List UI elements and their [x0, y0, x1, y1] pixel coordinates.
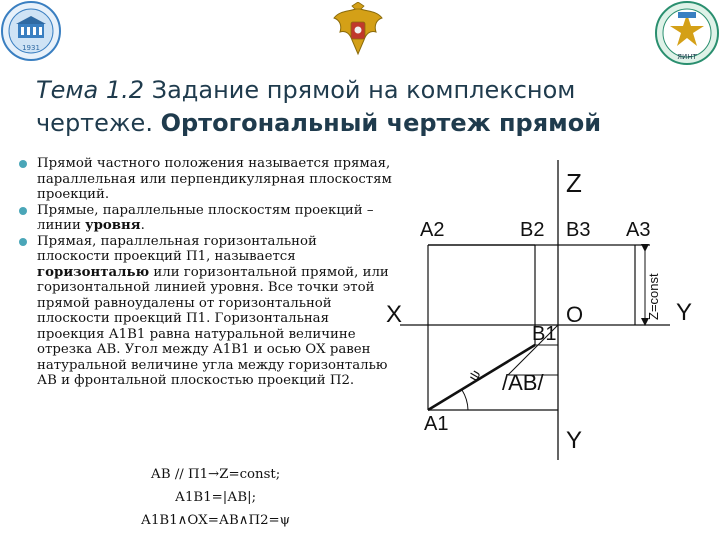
point-a1-label: A1 [424, 413, 449, 435]
axis-y-right-label: Y [676, 299, 693, 326]
topic-label: Тема 1.2 [36, 76, 145, 104]
bullet-item: Прямой частного положения называется прямая, параллельная или перпендикулярная плоскостям проекций. [18, 156, 393, 203]
point-b1-label: B1 [532, 323, 557, 345]
orthogonal-drawing [380, 160, 710, 460]
formula-line: А1В1=|АВ|; [174, 490, 257, 505]
formulas [18, 463, 393, 532]
point-b3-label: B3 [566, 219, 591, 241]
axis-z-label: Z [566, 168, 582, 198]
axis-x-label: X [386, 301, 403, 328]
title-bold: Ортогональный чертеж прямой [160, 109, 602, 137]
z-const-label: Z=const [646, 273, 661, 320]
institute-logo [654, 0, 720, 66]
institute-logo-text: ЯИНТ [677, 53, 697, 61]
origin-label: O [566, 302, 584, 327]
university-logo [0, 0, 62, 62]
formula-line: А1В1∧ОХ=АВ∧П2=ψ [140, 513, 291, 528]
bullet-item: Прямая, параллельная горизонтальной плоскости проекций П1, называется горизонталью или горизонтальной прямой, или горизонтальной линией уровня. Все точки этой прямой равноудалены от горизонтальной плоскости проекций П1. Горизонтальная проекция А1В1 равна натуральной величине отрезка АВ. Угол между А1В1 и осью ОХ равен натуральной величине угла между горизонталью АВ и фронтальной плоскостью проекций П2. [18, 234, 393, 389]
ab-true-length-label: /AB/ [502, 370, 544, 395]
point-a2-label: A2 [420, 219, 445, 241]
coat-of-arms-emblem [330, 2, 386, 62]
psi-label: ψ [464, 366, 484, 384]
point-a3-label: A3 [626, 219, 651, 241]
psi-angle-arc [462, 390, 468, 410]
point-b2-label: B2 [520, 219, 545, 241]
title-text: Задание прямой на комплексном чертеже. [36, 76, 576, 137]
bullet-item: Прямые, параллельные плоскостям проекций – линии уровня. [18, 203, 393, 234]
slide-title [36, 74, 676, 140]
logo-year: 1931 [22, 44, 40, 52]
axis-y-bottom-label: Y [566, 427, 583, 454]
bullet-list [18, 156, 393, 389]
formula-line: АВ // П1→Z=const; [150, 467, 281, 482]
